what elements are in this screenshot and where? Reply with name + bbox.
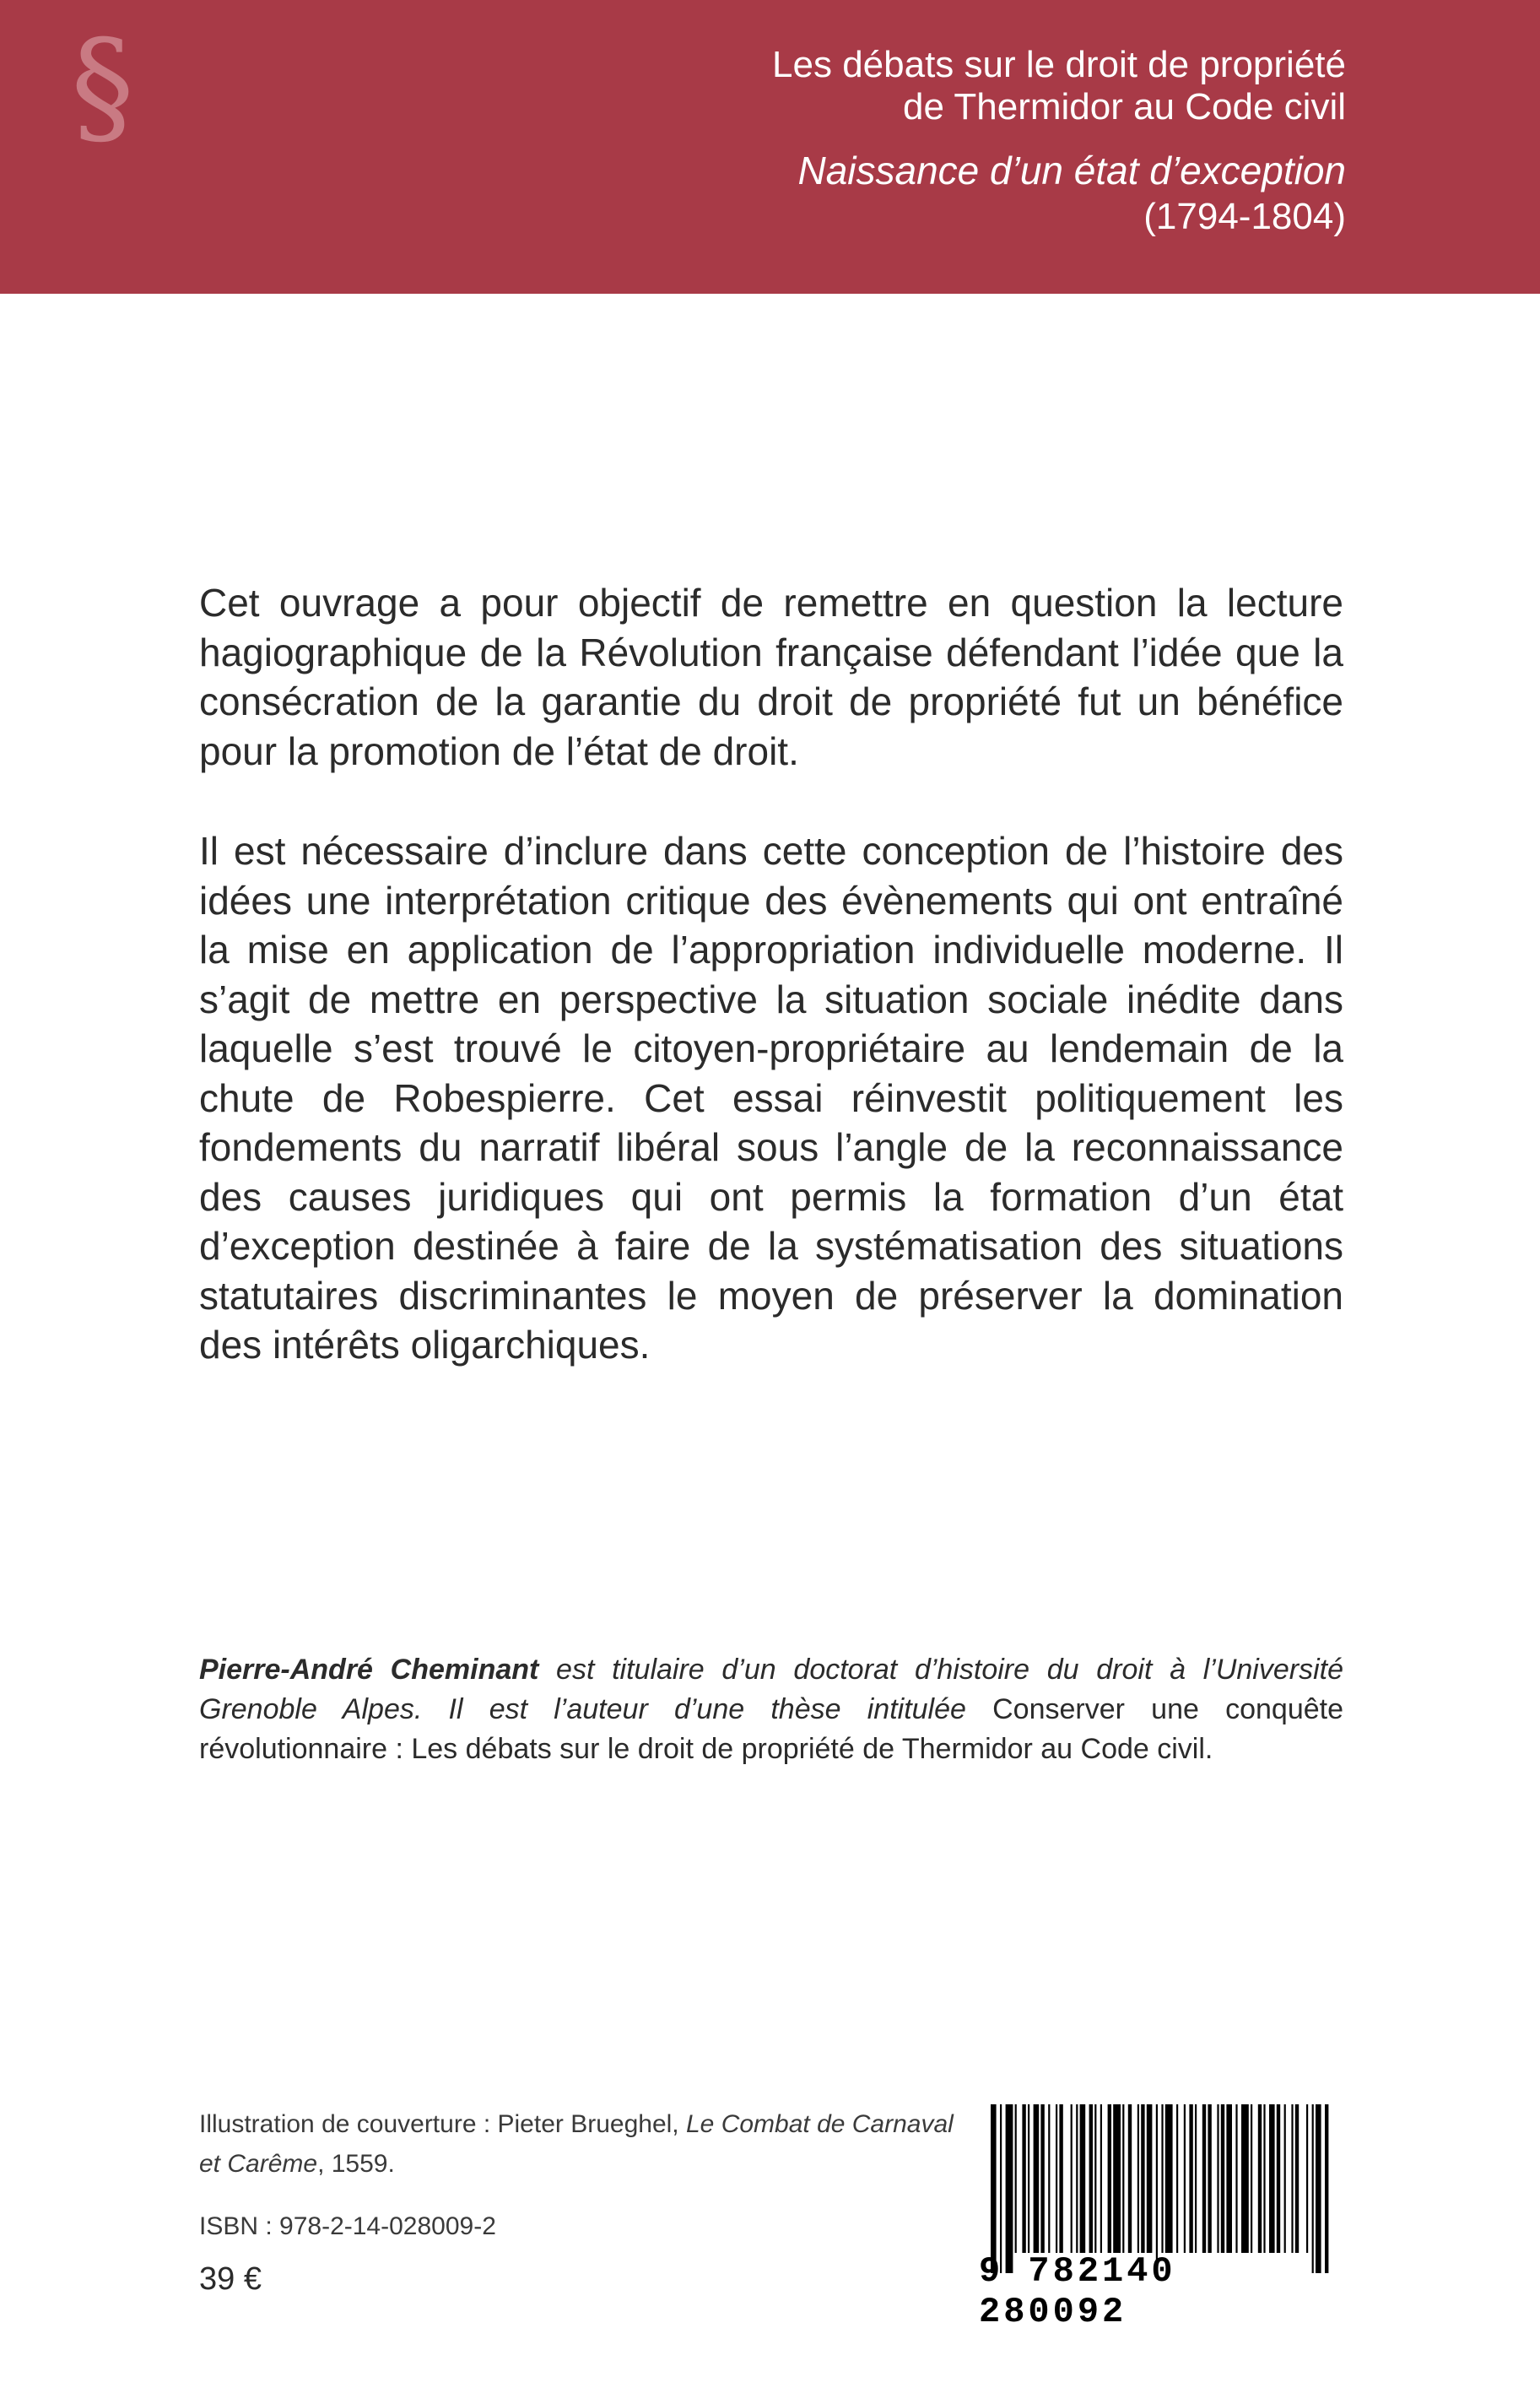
barcode-digits: 9 782140 280092 [979, 2251, 1176, 2332]
barcode-bar [1217, 2104, 1218, 2253]
barcode-bar [1161, 2104, 1163, 2253]
barcode-bar [1176, 2104, 1178, 2253]
title-line-1: Les débats sur le droit de propriété [772, 44, 1346, 85]
header-band [0, 0, 1540, 294]
barcode-bar [991, 2104, 997, 2273]
book-years: (1794-1804) [1143, 196, 1346, 237]
barcode-bar [1208, 2104, 1211, 2253]
barcode-bar [1000, 2104, 1002, 2273]
barcode-bar [1141, 2104, 1144, 2253]
price: 39 € [199, 2261, 262, 2297]
barcode-bar [1147, 2104, 1153, 2253]
credits-suffix: , 1559. [317, 2150, 395, 2178]
title-line-2: de Thermidor au Code civil [903, 86, 1346, 127]
credits-prefix: Illustration de couverture : Pieter Brueghel, [199, 2110, 686, 2138]
barcode-bar [1195, 2104, 1197, 2253]
barcode-bar [1202, 2104, 1206, 2253]
barcode-bar [1100, 2104, 1102, 2253]
barcode-bar [1113, 2104, 1121, 2253]
summary-paragraph-2: Il est nécessaire d’inclure dans cette conception de l’histoire des idées une interprétation critique des évènements qui ont entraîné la mise en application de l’appropriation individuelle moderne. Il s’agit de mettre en perspective la situation sociale inédite dans laquelle s’est trouvé le citoyen-propriétaire au lendemain de la chute de Robespierre. Cet essai réinvestit politiquement les fondements du narratif libéral sous l’angle de la reconnaissance des causes juridiques qui ont permis la formation d’un état d’exception destinée à faire de la systématisation des situations statutaires discriminantes le moyen de préserver la domination des intérêts oligarchiques. [199, 829, 1343, 1367]
thesis-title: Conserver une conquête révolutionnaire : Les débats sur le droit de propriété de Thermidor au Code civil. [199, 1693, 1343, 1765]
barcode-bar [1269, 2104, 1275, 2253]
barcode-bar [1226, 2104, 1232, 2253]
barcode [979, 2099, 1333, 2332]
barcode-bar [1258, 2104, 1262, 2253]
barcode-bar [1128, 2104, 1132, 2253]
barcode-bar [1137, 2104, 1139, 2253]
barcode-bar [1108, 2104, 1111, 2253]
barcode-bar [1295, 2104, 1299, 2253]
book-title-block [333, 44, 1346, 238]
barcode-bar [1165, 2104, 1173, 2253]
author-bio-text: est titulaire d’un doctorat d’histoire du droit à l’Université Grenoble Alpes. Il est l’auteur d’une thèse intitulée [199, 1654, 1343, 1725]
barcode-bar [1284, 2104, 1286, 2253]
barcode-bar [1056, 2104, 1057, 2253]
barcode-bar [1312, 2104, 1314, 2273]
barcode-bar [1306, 2104, 1308, 2253]
barcode-bar [1022, 2104, 1025, 2253]
barcode-bar [1122, 2104, 1124, 2253]
book-subtitle: Naissance d’un état d’exception [797, 149, 1346, 192]
barcode-bar [1277, 2104, 1280, 2253]
barcode-bar [1251, 2104, 1252, 2253]
barcode-bar [1184, 2104, 1186, 2253]
barcode-bar [1080, 2104, 1086, 2253]
barcode-bar [1006, 2104, 1013, 2273]
author-bio [199, 1650, 1343, 1769]
summary-paragraph-1: Cet ouvrage a pour objectif de remettre en question la lecture hagiographique de la Révolution française défendant l’idée que la consécration de la garantie du droit de propriété fut un bénéfice pour la promotion de l’état de droit. [199, 581, 1343, 773]
barcode-bar [1034, 2104, 1040, 2253]
barcode-bar [1241, 2104, 1249, 2253]
barcode-bar [1156, 2104, 1158, 2273]
barcode-bar [1040, 2104, 1044, 2253]
barcode-bar [1263, 2104, 1265, 2253]
barcode-bar [1015, 2104, 1017, 2253]
isbn: ISBN : 978-2-14-028009-2 [199, 2212, 496, 2240]
barcode-bar [1316, 2104, 1321, 2273]
section-sign-icon: § [71, 14, 134, 160]
barcode-bar [1189, 2104, 1192, 2253]
barcode-bar [1059, 2104, 1062, 2253]
barcode-bar [1094, 2104, 1096, 2253]
barcode-bar [1291, 2104, 1293, 2253]
barcode-bar [1221, 2104, 1224, 2253]
book-summary [199, 578, 1343, 1370]
barcode-bar [1325, 2104, 1328, 2273]
barcode-bar [1235, 2104, 1237, 2253]
cover-credits [199, 2104, 959, 2184]
barcode-bar [1048, 2104, 1050, 2253]
barcode-bar [1089, 2104, 1093, 2253]
author-name: Pierre-André Cheminant [199, 1654, 539, 1686]
barcode-bar [1028, 2104, 1029, 2253]
artwork-title: Le Combat de Carnaval et Carême [199, 2110, 954, 2178]
barcode-bar [1076, 2104, 1078, 2253]
barcode-bar [1071, 2104, 1073, 2253]
